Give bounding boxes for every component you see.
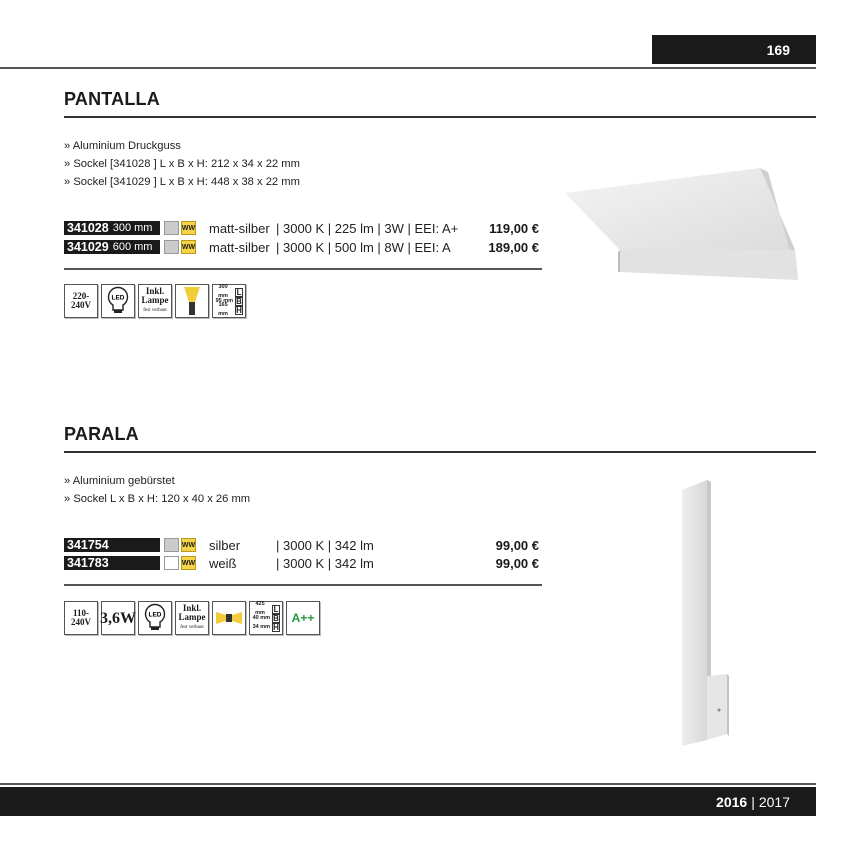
finish-label: matt-silber: [209, 240, 270, 255]
product-row: [64, 556, 542, 571]
article-box: [64, 538, 160, 552]
article-box: [64, 556, 160, 570]
article-number: 341754: [67, 538, 109, 552]
title-rule: [64, 451, 816, 453]
article-box: [64, 221, 160, 235]
article-number: 341029: [67, 240, 109, 254]
year-separator: |: [751, 793, 755, 810]
price: 119,00 €: [489, 221, 539, 236]
product-row: [64, 221, 542, 236]
energy-class-icon: A++: [286, 601, 320, 635]
dimensions-icon: 300 mm L 95 mm B 165 mm H: [212, 284, 246, 318]
price: 99,00 €: [495, 538, 539, 553]
voltage-icon: 220- 240V: [64, 284, 98, 318]
light-direction-down-icon: [175, 284, 209, 318]
light-direction-up-down-icon: [212, 601, 246, 635]
finish-label: weiß: [209, 556, 237, 571]
spec-text: | 3000 K | 500 lm | 8W | EEI: A: [276, 240, 451, 255]
included-lamp-icon: Inkl. Lampe fest verbaut: [175, 601, 209, 635]
article-number: 341783: [67, 556, 109, 570]
pantalla-product-image: [560, 160, 810, 290]
voltage-icon: 110- 240V: [64, 601, 98, 635]
product-row: [64, 538, 542, 553]
row-rule: [64, 584, 542, 586]
spec-text: | 3000 K | 225 lm | 3W | EEI: A+: [276, 221, 459, 236]
bullet-list-parala: [64, 472, 250, 508]
footer-bar: [0, 787, 816, 816]
color-swatch: [164, 556, 179, 570]
article-number: 341028: [67, 221, 109, 235]
catalog-year-start: 2016: [716, 793, 748, 810]
article-box: [64, 240, 160, 254]
price: 99,00 €: [495, 556, 539, 571]
price: 189,00 €: [488, 240, 539, 255]
article-length: 600 mm: [112, 241, 153, 253]
warm-white-badge: WW: [181, 556, 196, 570]
bullet-item: » Sockel [341029 ] L x B x H: 448 x 38 x 22 mm: [64, 176, 300, 188]
page-number: 169: [652, 35, 816, 64]
spec-text: | 3000 K | 342 lm: [276, 556, 374, 571]
finish-label: matt-silber: [209, 221, 270, 236]
feature-icons-pantalla: [64, 284, 246, 318]
top-rule: [0, 67, 816, 69]
title-rule: [64, 116, 816, 118]
bullet-item: » Aluminium gebürstet: [64, 475, 175, 487]
section-title-parala: PARALA: [64, 424, 139, 444]
feature-icons-parala: [64, 601, 320, 635]
wattage-icon: 3,6W: [101, 601, 135, 635]
warm-white-badge: WW: [181, 221, 196, 235]
parala-product-image: [675, 478, 735, 750]
row-rule: [64, 268, 542, 270]
spec-text: | 3000 K | 342 lm: [276, 538, 374, 553]
article-length: 300 mm: [112, 222, 153, 234]
bullet-list-pantalla: [64, 137, 300, 191]
dimensions-icon: 425 mm L 40 mm B 34 mm H: [249, 601, 283, 635]
section-title-pantalla: PANTALLA: [64, 89, 160, 109]
warm-white-badge: WW: [181, 538, 196, 552]
bottom-rule: [0, 783, 816, 785]
product-row: [64, 240, 542, 255]
svg-text:LED: LED: [148, 611, 162, 619]
finish-label: silber: [209, 538, 241, 553]
catalog-year-end: 2017: [758, 793, 790, 810]
bullet-item: » Sockel L x B x H: 120 x 40 x 26 mm: [64, 493, 251, 505]
warm-white-badge: WW: [181, 240, 196, 254]
color-swatch: [164, 240, 179, 254]
included-lamp-icon: Inkl. Lampe fest verbaut: [138, 284, 172, 318]
bullet-item: » Sockel [341028 ] L x B x H: 212 x 34 x 22 mm: [64, 158, 300, 170]
led-bulb-icon: [101, 284, 135, 318]
color-swatch: [164, 221, 179, 235]
svg-text:LED: LED: [111, 294, 125, 302]
color-swatch: [164, 538, 179, 552]
led-bulb-icon: [138, 601, 172, 635]
bullet-item: » Aluminium Druckguss: [64, 140, 181, 152]
